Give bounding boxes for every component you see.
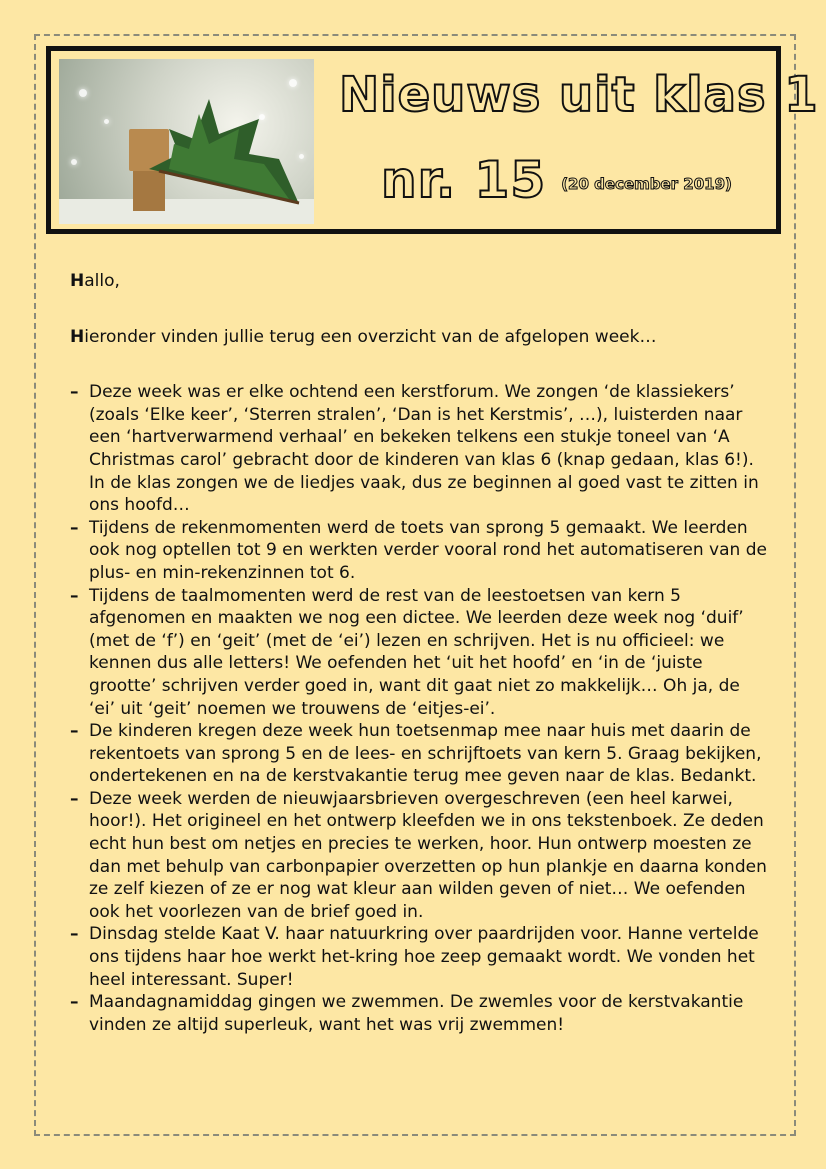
issue-date: (20 december 2019) xyxy=(561,175,732,193)
intro-paragraph: Hieronder vinden jullie terug een overzicht van de afgelopen week… xyxy=(70,326,657,347)
christmas-tree-photo xyxy=(59,59,314,224)
list-item: – Tijdens de taalmomenten werd de rest van de leestoetsen van kern 5 afgenomen en maakten we nog een dictee. We leerden deze week nog ‘duif’ (met de ‘f’) en ‘geit’ (met de ‘ei’) lezen en schrijven. Het is nu officieel: we kennen dus alle letters! We oefenden het ‘uit het hoofd’ en ‘in de ‘juiste grootte’ schrijven verder goed in, want dit gaat niet zo makkelijk… Oh ja, de ‘ei’ uit ‘geit’ noemen we trouwens de ‘eitjes-ei’. xyxy=(70,585,770,721)
list-item: – Tijdens de rekenmomenten werd de toets van sprong 5 gemaakt. We leerden ook nog optellen tot 9 en werkten verder vooral rond het automatiseren van de plus- en min-rekenzinnen tot 6. xyxy=(70,517,770,585)
news-list xyxy=(70,381,770,1036)
tree-icon xyxy=(139,99,309,209)
newsletter-title: Nieuws uit klas 1 xyxy=(339,67,819,123)
issue-number: nr. 15 xyxy=(381,151,547,209)
newsletter-header xyxy=(46,46,819,234)
list-item: – Deze week was er elke ochtend een kerstforum. We zongen ‘de klassiekers’ (zoals ‘Elke keer’, ‘Sterren stralen’, ‘Dan is het Kerstmis’, …), luisterden naar een ‘hartverwarmend verhaal’ en bekeken telkens een stukje toneel van ‘A Christmas carol’ gebracht door de kinderen van klas 6 (knap gedaan, klas 6!). In de klas zongen we de liedjes vaak, dus ze beginnen al goed vast te zitten in ons hoofd… xyxy=(70,381,770,517)
list-item: – De kinderen kregen deze week hun toetsenmap mee naar huis met daarin de rekentoets van sprong 5 en de lees- en schrijftoets van kern 5. Graag bekijken, ondertekenen en na de kerstvakantie terug mee geven naar de klas. Bedankt. xyxy=(70,720,770,788)
list-item: – Deze week werden de nieuwjaarsbrieven overgeschreven (een heel karwei, hoor!). Het origineel en het ontwerp kleefden we in ons tekstenboek. Ze deden echt hun best om netjes en precies te werken, hoor. Hun ontwerp moesten ze dan met behulp van carbonpapier overzetten op hun plankje en daarna konden ze zelf kiezen of ze er nog wat kleur aan wilden geven of niet… We oefenden ook het voorlezen van de brief goed in. xyxy=(70,788,770,924)
issue-line xyxy=(381,151,781,211)
greeting: Hallo, xyxy=(70,271,120,291)
list-item: – Dinsdag stelde Kaat V. haar natuurkring over paardrijden voor. Hanne vertelde ons tijdens haar hoe werkt het-kring hoe zeep gemaakt wordt. We vonden het heel interessant. Super! xyxy=(70,923,770,991)
newsletter-body xyxy=(70,270,770,1036)
list-item: – Maandagnamiddag gingen we zwemmen. De zwemles voor de kerstvakantie vinden ze altijd superleuk, want het was vrij zwemmen! xyxy=(70,991,770,1036)
